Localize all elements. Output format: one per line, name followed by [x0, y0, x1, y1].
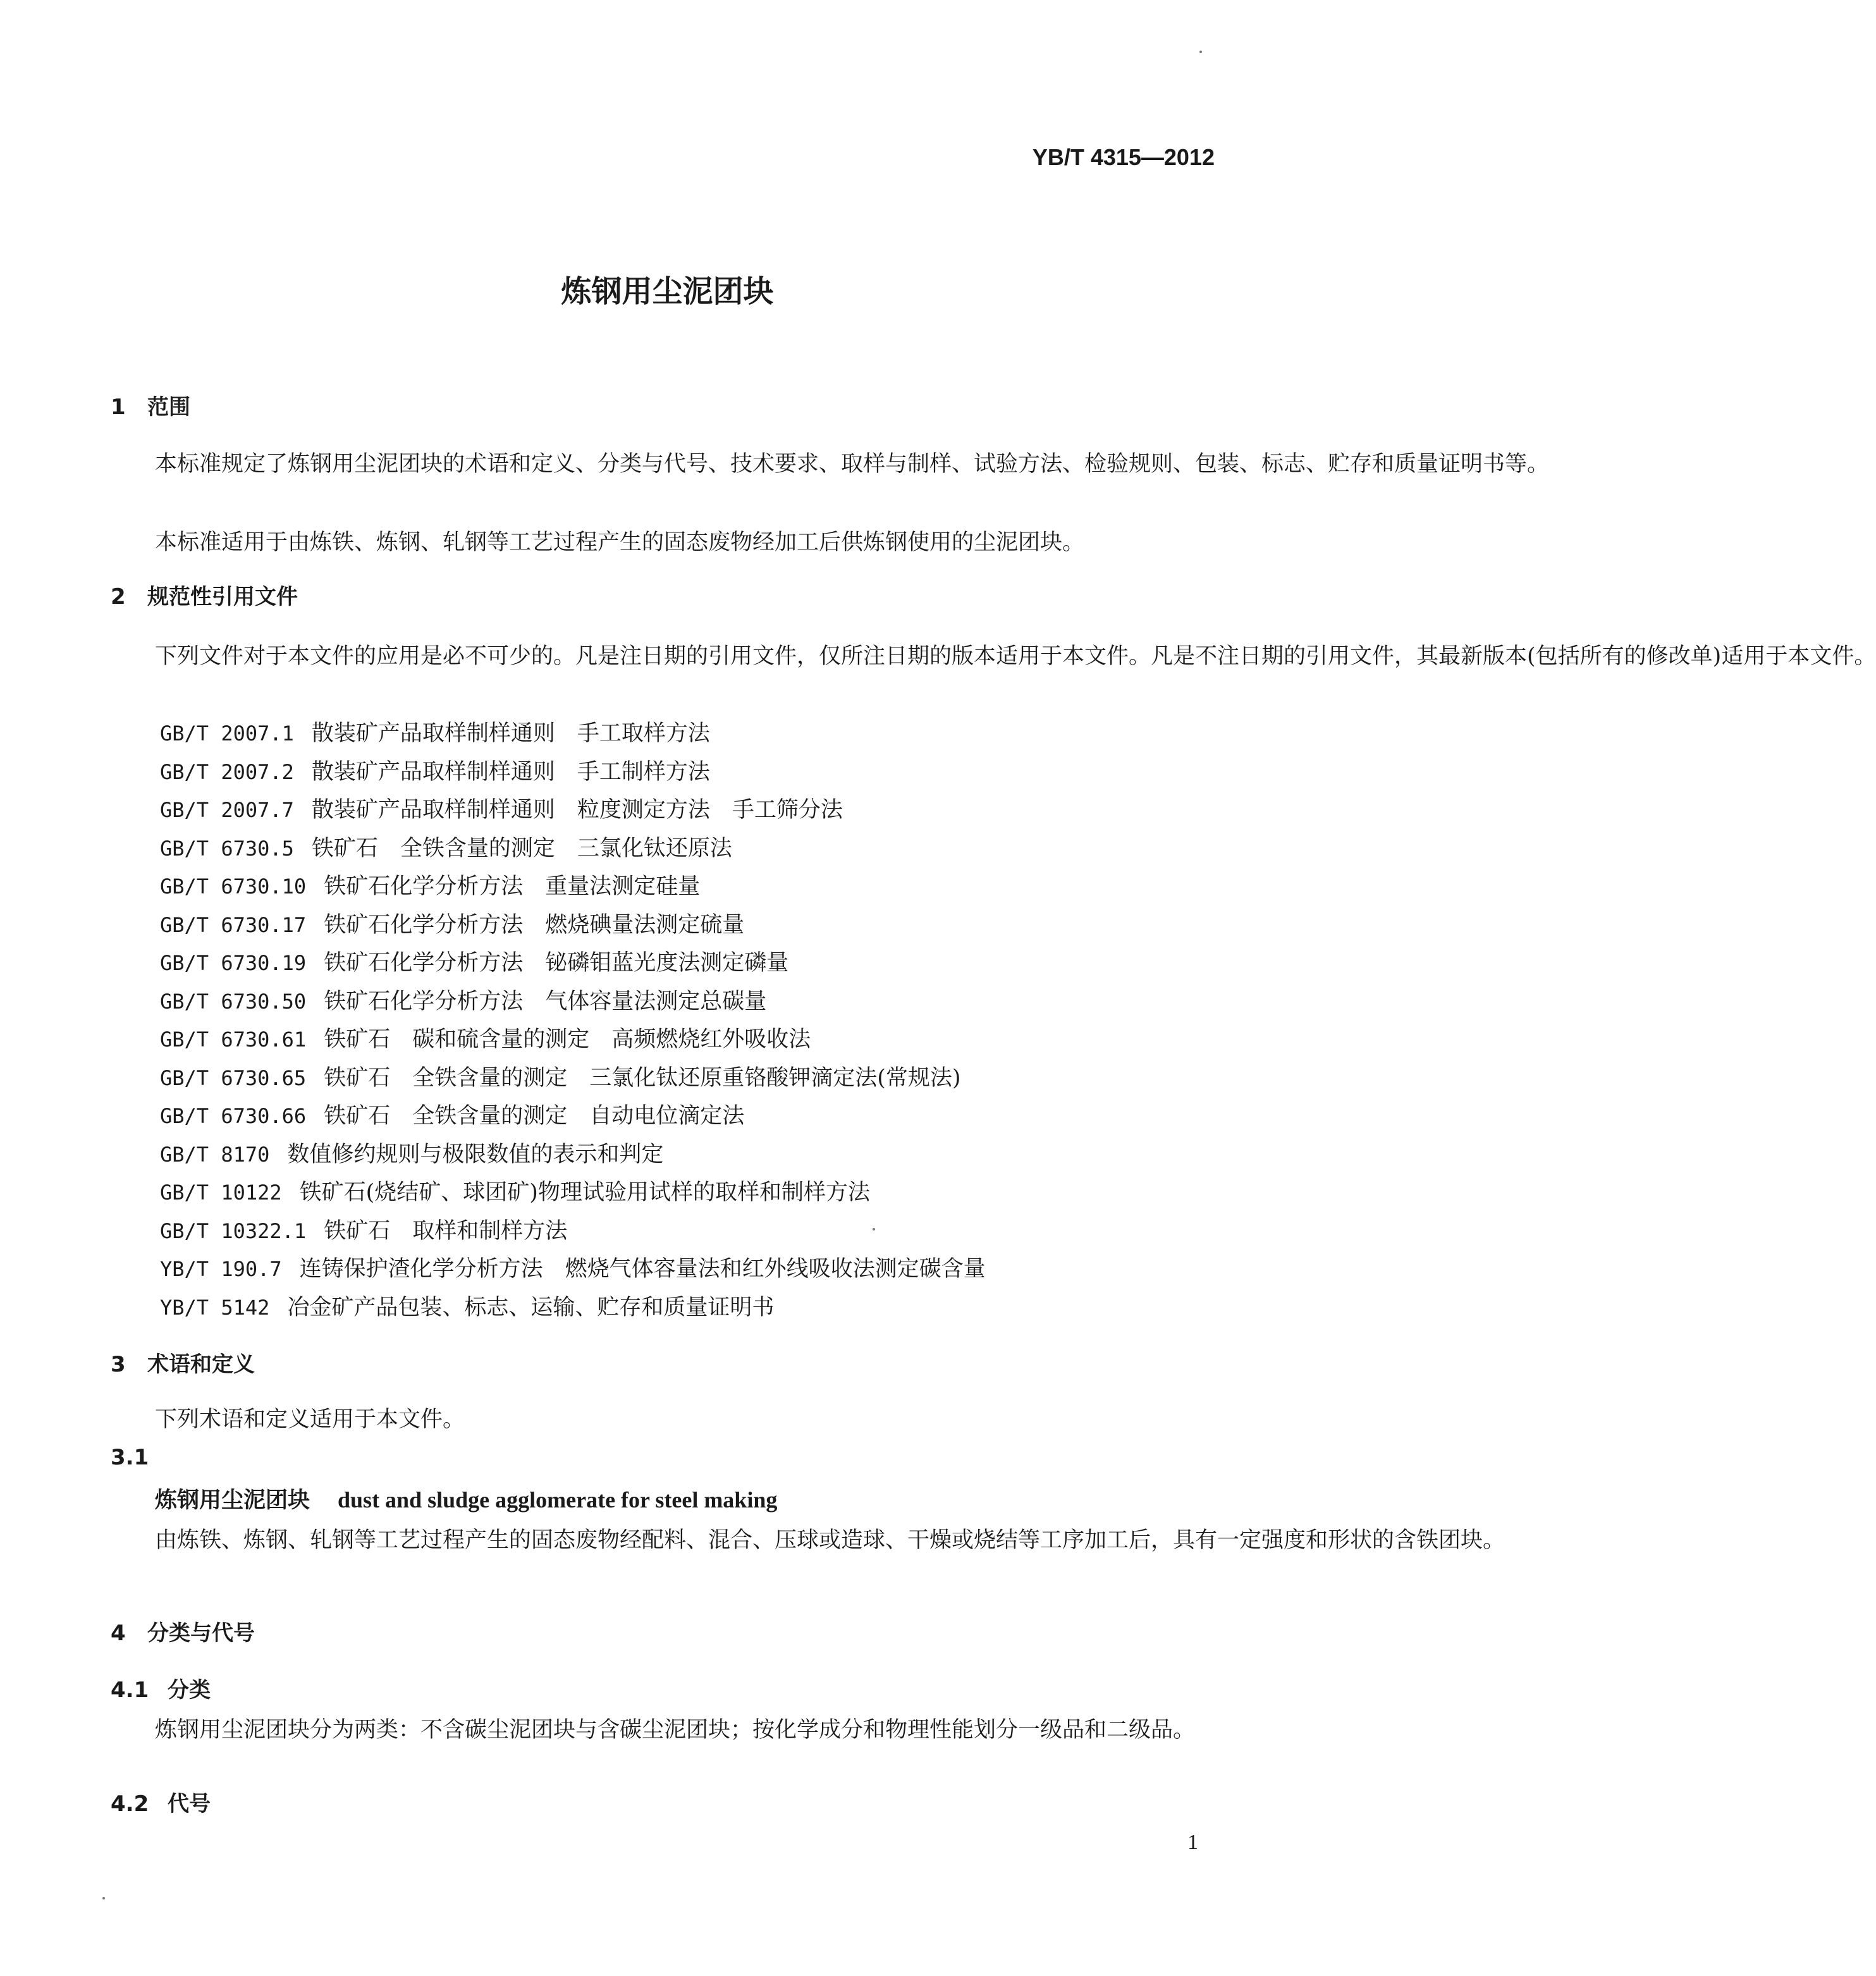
scan-speck [1199, 51, 1202, 53]
section-3-intro: 下列术语和定义适用于本文件。 [155, 1407, 465, 1432]
reference-item [160, 830, 986, 868]
reference-title: 散装矿产品取样制样通则 手工制样方法 [311, 759, 710, 785]
reference-code: GB/T 6730.65 [160, 1065, 307, 1090]
subsection-4-1-heading [111, 1672, 211, 1703]
section-2-title: 规范性引用文件 [147, 584, 298, 610]
reference-item [160, 1097, 986, 1136]
reference-item [160, 715, 986, 753]
standard-code: YB/T 4315—2012 [1032, 144, 1215, 170]
term-number: 3.1 [111, 1445, 149, 1470]
reference-code: YB/T 190.7 [160, 1257, 282, 1281]
reference-title: 铁矿石化学分析方法 重量法测定硅量 [324, 874, 701, 899]
reference-item [160, 1136, 986, 1174]
reference-title: 铁矿石 碳和硫含量的测定 高频燃烧红外吸收法 [324, 1027, 811, 1052]
reference-title: 铁矿石化学分析方法 燃烧碘量法测定硫量 [324, 912, 745, 938]
reference-item [160, 1250, 986, 1289]
normative-references-list [160, 715, 986, 1327]
reference-item [160, 1059, 986, 1098]
section-2-heading [111, 579, 298, 610]
reference-title: 散装矿产品取样制样通则 手工取样方法 [311, 721, 710, 746]
reference-code: YB/T 5142 [160, 1295, 270, 1320]
subsection-4-1-title: 分类 [168, 1678, 211, 1703]
section-3-heading [111, 1347, 255, 1378]
subsection-4-2-number: 4.2 [111, 1791, 149, 1817]
reference-item [160, 1174, 986, 1212]
reference-code: GB/T 2007.7 [160, 798, 294, 822]
reference-title: 铁矿石 全铁含量的测定 三氯化钛还原重铬酸钾滴定法(常规法) [324, 1065, 961, 1091]
reference-title: 铁矿石化学分析方法 气体容量法测定总碳量 [324, 988, 767, 1014]
reference-title: 散装矿产品取样制样通则 粒度测定方法 手工筛分法 [311, 797, 843, 823]
term-entry [155, 1483, 777, 1514]
section-2-intro: 下列文件对于本文件的应用是必不可少的。凡是注日期的引用文件，仅所注日期的版本适用于本文件。凡是不注日期的引用文件，其最新版本(包括所有的修改单)适用于本文件。 [155, 644, 1876, 669]
section-4-title: 分类与代号 [147, 1621, 255, 1646]
subsection-4-2-title: 代号 [168, 1791, 211, 1817]
section-1-title: 范围 [147, 395, 190, 420]
subsection-4-1-number: 4.1 [111, 1678, 149, 1703]
reference-code: GB/T 10322.1 [160, 1218, 307, 1243]
reference-item [160, 868, 986, 906]
reference-code: GB/T 8170 [160, 1142, 270, 1167]
reference-item [160, 944, 986, 983]
section-3-number: 3 [111, 1352, 126, 1377]
reference-code: GB/T 6730.66 [160, 1104, 307, 1128]
reference-item [160, 983, 986, 1021]
document-title: 炼钢用尘泥团块 [561, 274, 774, 309]
section-3-title: 术语和定义 [147, 1352, 255, 1377]
reference-title: 铁矿石(烧结矿、球团矿)物理试验用试样的取样和制样方法 [299, 1180, 870, 1205]
reference-item [160, 791, 986, 830]
section-4-heading [111, 1616, 255, 1647]
reference-code: GB/T 6730.5 [160, 836, 294, 861]
reference-title: 铁矿石化学分析方法 铋磷钼蓝光度法测定磷量 [324, 950, 789, 976]
page-number: 1 [1187, 1831, 1198, 1854]
section-1-number: 1 [111, 395, 126, 420]
reference-code: GB/T 6730.10 [160, 874, 307, 899]
reference-item [160, 1021, 986, 1059]
reference-code: GB/T 6730.61 [160, 1028, 307, 1052]
reference-title: 连铸保护渣化学分析方法 燃烧气体容量法和红外线吸收法测定碳含量 [299, 1256, 986, 1282]
scan-speck [873, 1228, 875, 1230]
reference-code: GB/T 6730.50 [160, 989, 307, 1014]
section-2-number: 2 [111, 584, 126, 610]
reference-code: GB/T 10122 [160, 1181, 282, 1205]
section-1-paragraph-1: 本标准规定了炼钢用尘泥团块的术语和定义、分类与代号、技术要求、取样与制样、试验方法、检验规则、包装、标志、贮存和质量证明书等。 [155, 451, 1550, 477]
reference-title: 铁矿石 全铁含量的测定 三氯化钛还原法 [311, 835, 732, 861]
reference-item [160, 1212, 986, 1251]
scan-speck [102, 1897, 105, 1899]
reference-code: GB/T 2007.1 [160, 721, 294, 746]
reference-code: GB/T 2007.2 [160, 759, 294, 784]
term-english: dust and sludge agglomerate for steel making [338, 1487, 778, 1513]
reference-item [160, 906, 986, 945]
reference-item [160, 753, 986, 792]
term-definition: 由炼铁、炼钢、轧钢等工艺过程产生的固态废物经配料、混合、压球或造球、干燥或烧结等工序加工后，具有一定强度和形状的含铁团块。 [155, 1528, 1505, 1553]
section-1-paragraph-2: 本标准适用于由炼铁、炼钢、轧钢等工艺过程产生的固态废物经加工后供炼钢使用的尘泥团块。 [155, 530, 1085, 555]
reference-code: GB/T 6730.17 [160, 912, 307, 937]
reference-code: GB/T 6730.19 [160, 951, 307, 975]
reference-item [160, 1289, 986, 1327]
section-1-heading [111, 390, 190, 420]
subsection-4-1-text: 炼钢用尘泥团块分为两类：不含碳尘泥团块与含碳尘泥团块；按化学成分和物理性能划分一级品和二级品。 [155, 1717, 1196, 1743]
subsection-4-2-heading [111, 1786, 211, 1817]
reference-title: 铁矿石 取样和制样方法 [324, 1218, 568, 1244]
term-chinese: 炼钢用尘泥团块 [155, 1488, 310, 1513]
reference-title: 冶金矿产品包装、标志、运输、贮存和质量证明书 [287, 1294, 775, 1320]
section-4-number: 4 [111, 1621, 126, 1646]
reference-title: 数值修约规则与极限数值的表示和判定 [287, 1141, 664, 1167]
reference-title: 铁矿石 全铁含量的测定 自动电位滴定法 [324, 1103, 745, 1129]
